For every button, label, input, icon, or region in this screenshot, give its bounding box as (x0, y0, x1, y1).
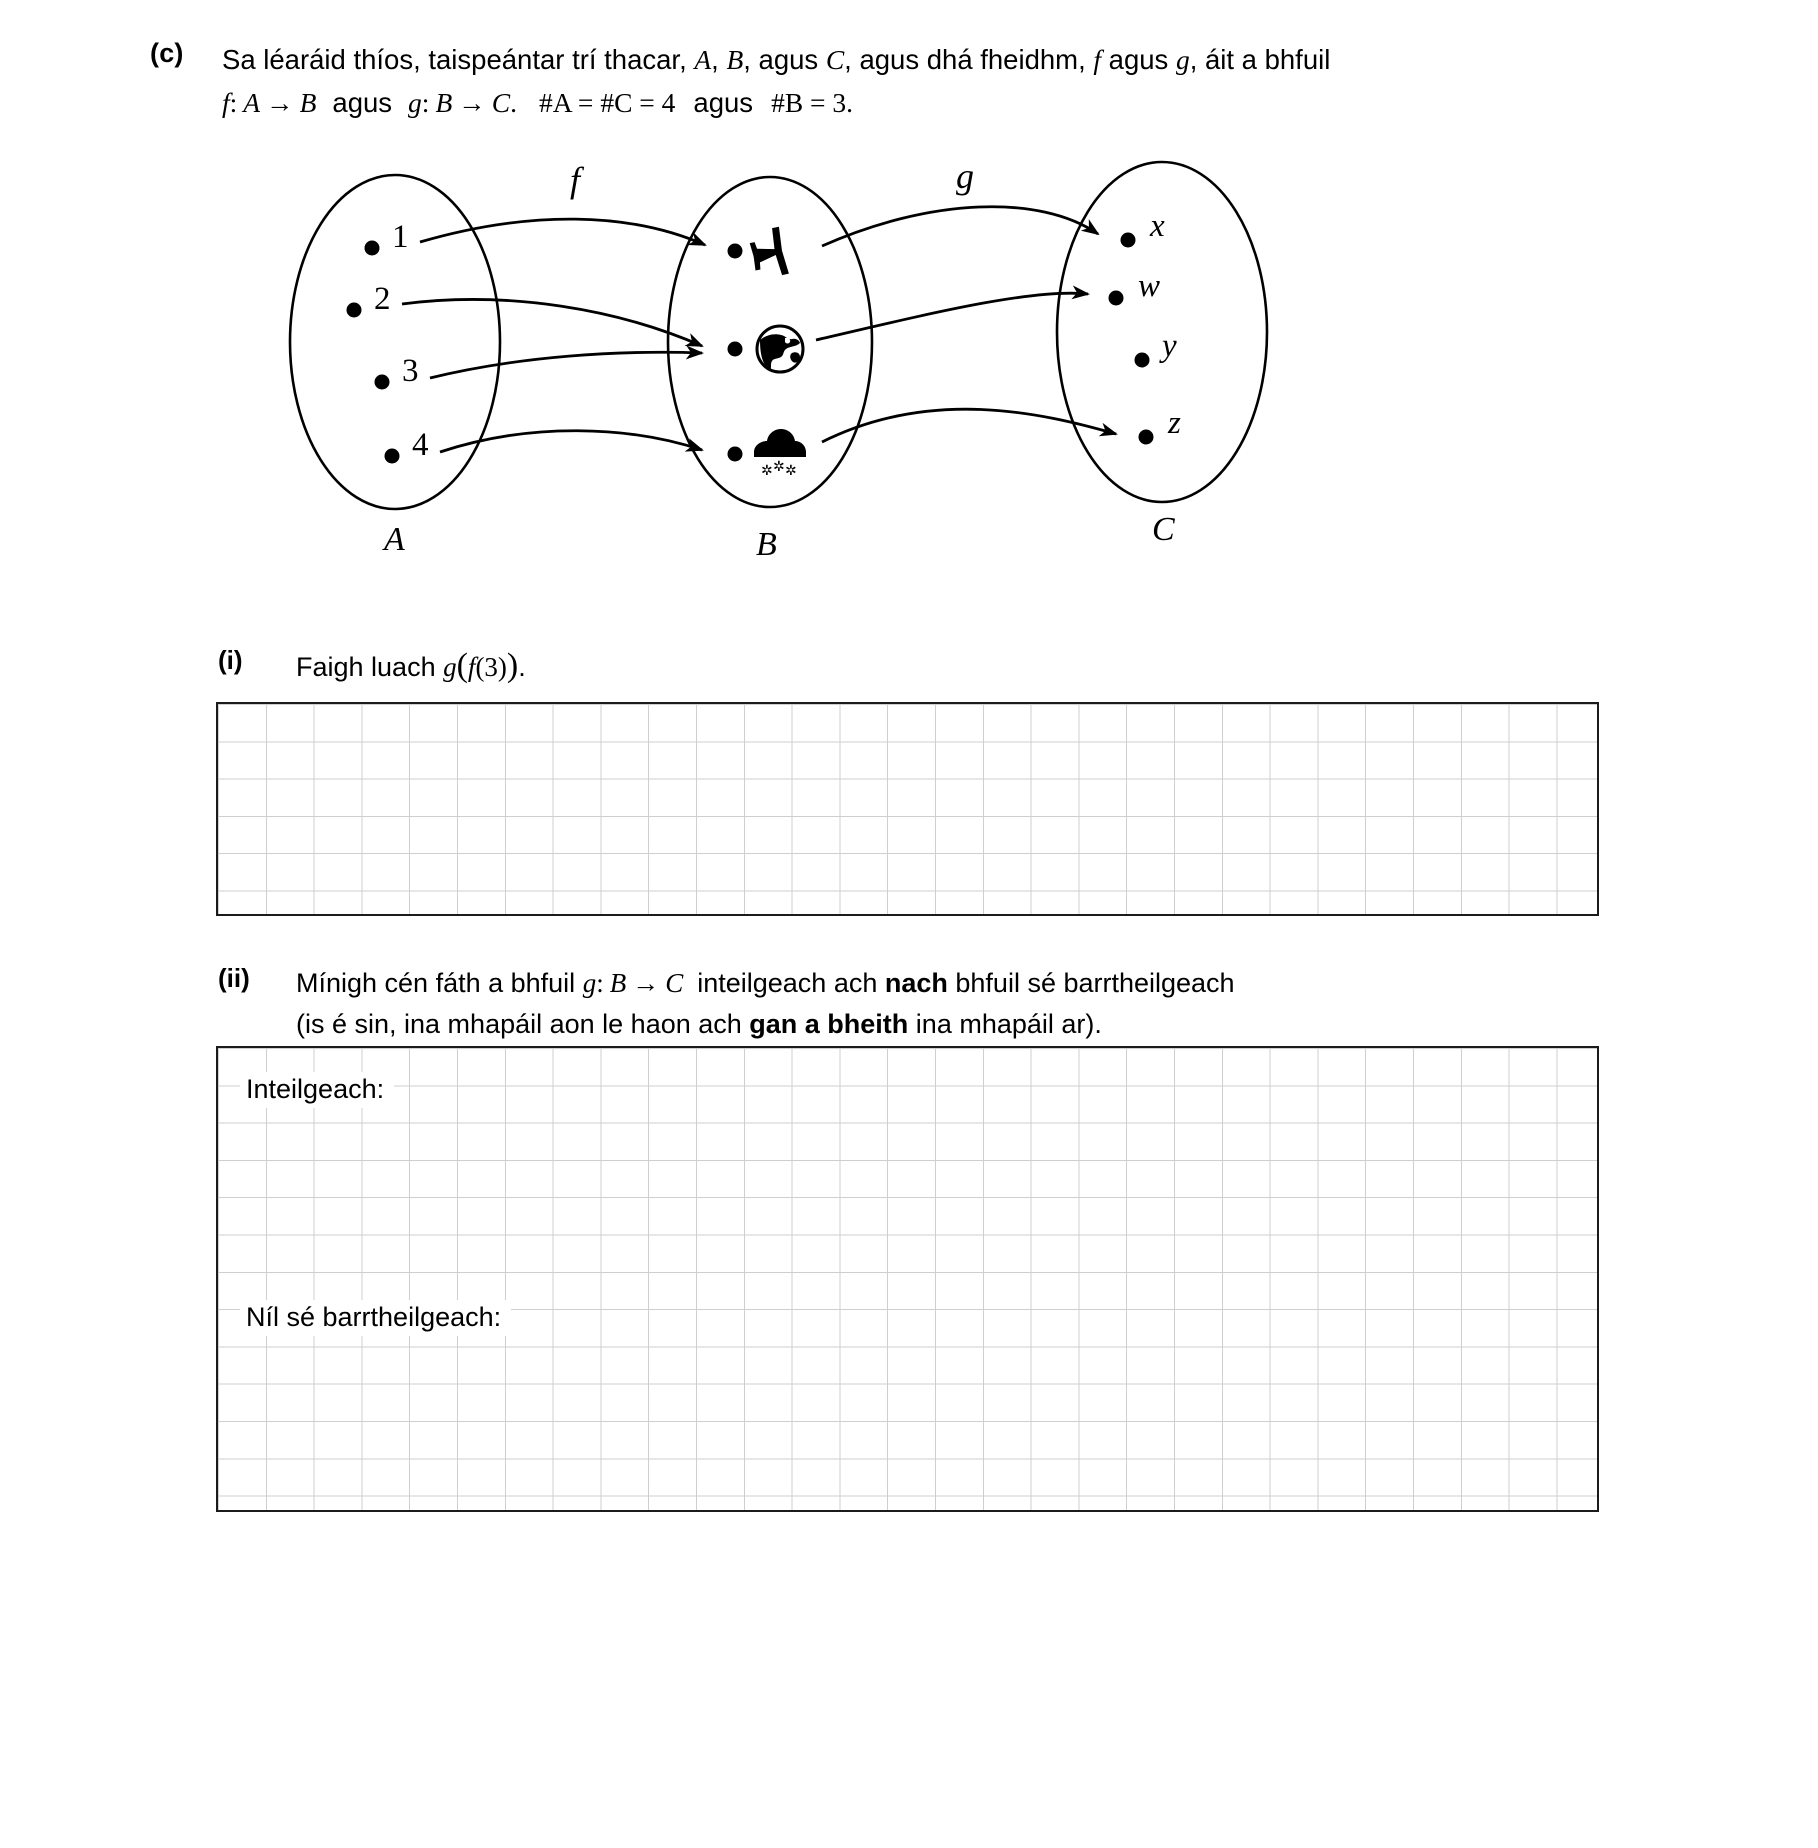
part-letter: (c) (150, 38, 184, 68)
question-ii-line-1: Mínigh cén fáth a bhfuil g: B → C inteilgeach ach nach bhfuil sé barrtheilgeach (296, 968, 1235, 998)
set-b-symbol: B (726, 44, 744, 75)
point-a-1 (365, 241, 380, 256)
arrow-f-4-snow (440, 431, 702, 452)
f-symbol: f (467, 652, 476, 682)
svg-text:✲: ✲ (773, 458, 785, 474)
label-c-x: x (1150, 208, 1165, 244)
arrow-f-3-globe (430, 352, 702, 378)
point-c-z (1139, 430, 1154, 445)
point-b-globe (728, 342, 743, 357)
snow-cloud-icon (754, 429, 806, 478)
question-ii-label: (ii) (218, 963, 250, 993)
label-a-3: 3 (402, 353, 419, 389)
point-a-3 (375, 375, 390, 390)
globe-icon (757, 326, 803, 372)
emphasis-gan-a-bheith: gan a bheith (749, 1009, 909, 1039)
part-stem-text (222, 38, 1622, 124)
cardinality-a-c: #A = #C = 4 (538, 87, 676, 118)
set-c-symbol: C (825, 44, 845, 75)
point-b-snow (728, 447, 743, 462)
cardinality-b: #B = 3. (771, 87, 854, 118)
answer-label-nil-se-barrtheilgeach: Níl sé barrtheilgeach: (240, 1300, 511, 1336)
point-c-x (1121, 233, 1136, 248)
point-a-4 (385, 449, 400, 464)
function-label-f: f (570, 160, 581, 200)
label-a-4: 4 (412, 427, 429, 463)
label-c-z: z (1168, 405, 1181, 441)
point-a-2 (347, 303, 362, 318)
arrow-g-snow-z (822, 409, 1116, 442)
label-c-w: w (1138, 268, 1161, 304)
set-label-a: A (384, 521, 405, 558)
function-mapping-diagram (250, 150, 1370, 580)
answer-box-ii-inner (218, 1048, 1597, 1510)
stem-line-1: Sa léaráid thíos, taispeántar trí thacar, A, B, agus C, agus dhá fheidhm, f agus g, áit a bhfuil (222, 44, 1331, 75)
stem-line-2: f: A → B agus g: B → C. #A = #C = 4 agus #B = 3. (222, 87, 854, 118)
set-label-c: C (1152, 511, 1175, 548)
emphasis-nach: nach (884, 968, 948, 998)
label-c-y: y (1162, 328, 1177, 364)
answer-box-ii[interactable] (216, 1046, 1599, 1512)
answer-box-i[interactable] (216, 702, 1599, 916)
question-ii-line-2: (is é sin, ina mhapáil aon le haon ach gan a bheith ina mhapáil ar). (296, 1009, 1102, 1039)
label-a-1: 1 (392, 219, 409, 255)
diagram-svg (250, 150, 1370, 580)
question-i-text: Faigh luach g(f(3)). (296, 647, 526, 684)
answer-label-inteilgeach: Inteilgeach: (240, 1072, 394, 1108)
arrow-f-1-airplane (420, 219, 705, 245)
arrow-g-globe-w (816, 293, 1088, 340)
function-label-g: g (956, 156, 974, 196)
label-a-2: 2 (374, 281, 391, 317)
set-label-b: B (756, 526, 777, 563)
point-c-w (1109, 291, 1124, 306)
function-f-symbol: f (1093, 44, 1102, 75)
airplane-icon (748, 227, 789, 281)
set-a-symbol: A (694, 44, 712, 75)
svg-text:✲: ✲ (785, 462, 797, 478)
point-c-y (1135, 353, 1150, 368)
g-symbol: g (443, 652, 457, 682)
svg-text:✲: ✲ (761, 462, 773, 478)
question-ii-text (296, 963, 1456, 1045)
function-g-symbol: g (1175, 44, 1190, 75)
arrow-g-airplane-x (822, 207, 1098, 246)
point-b-airplane (728, 244, 743, 259)
arrow-f-2-globe (402, 300, 702, 346)
question-i-label: (i) (218, 645, 243, 675)
